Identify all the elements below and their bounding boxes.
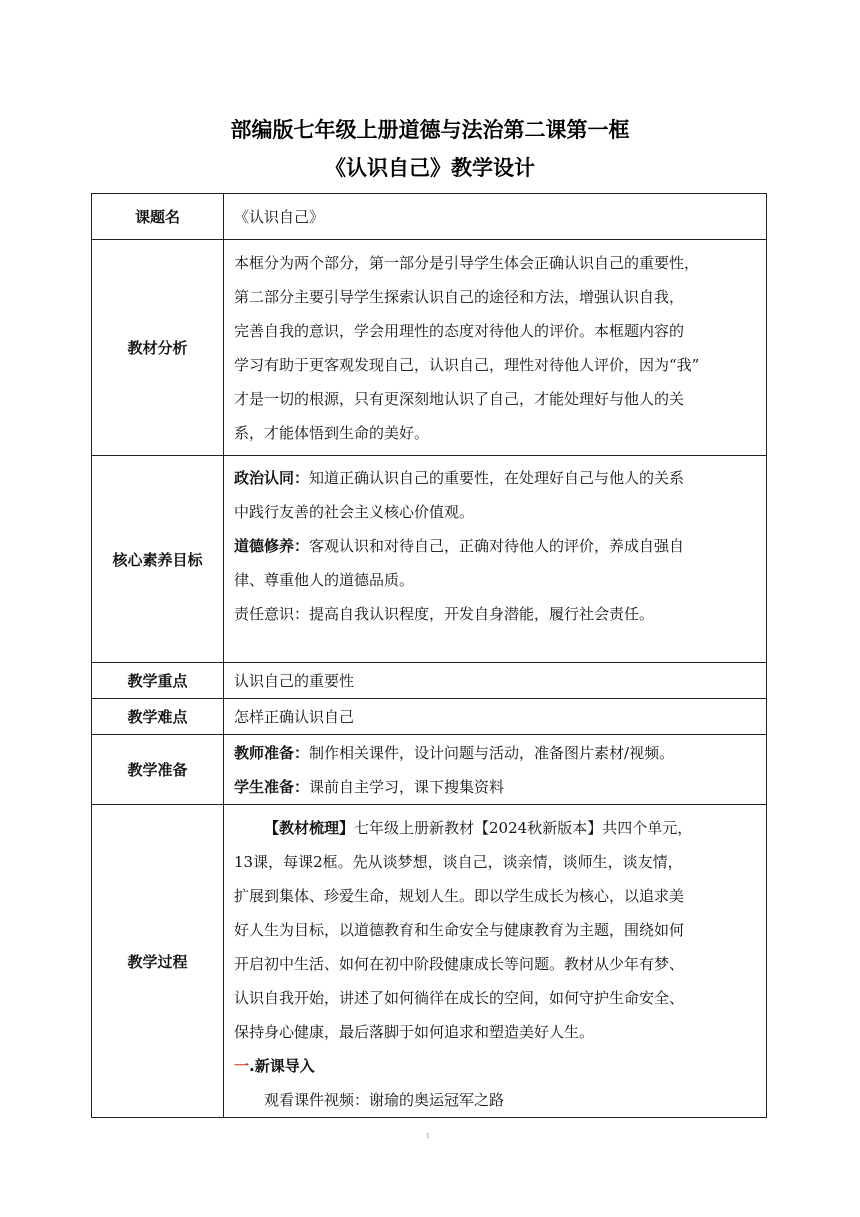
value-process xyxy=(224,805,767,1118)
label-process: 教学过程 xyxy=(92,805,224,1118)
row-analysis xyxy=(92,240,767,456)
row-process xyxy=(92,805,767,1118)
row-topic xyxy=(92,194,767,240)
process-line: 13课，每课2框。先从谈梦想，谈自己，谈亲情，谈师生，谈友情， xyxy=(234,853,683,871)
value-key-point xyxy=(224,663,767,699)
moral-text: 客观认识和对待自己，正确对待他人的评价，养成自强自 xyxy=(309,537,685,555)
label-topic: 课题名 xyxy=(92,194,224,240)
political-text: 知道正确认识自己的重要性，在处理好自己与他人的关系 xyxy=(309,469,685,487)
political-line xyxy=(234,461,760,495)
analysis-line: 系，才能体悟到生命的美好。 xyxy=(234,424,430,442)
teacher-prep-line xyxy=(234,736,760,770)
teacher-prep-text: 制作相关课件，设计问题与活动，准备图片素材/视频。 xyxy=(309,743,675,762)
process-line: 开启初中生活、如何在初中阶段健康成长等问题。教材从少年有梦、 xyxy=(234,955,685,973)
political-heading: 政治认同： xyxy=(234,469,310,487)
label-difficulty: 教学难点 xyxy=(92,699,224,735)
textbook-tag: 【教材梳理】 xyxy=(264,819,355,837)
label-key-point: 教学重点 xyxy=(92,663,224,699)
value-literacy xyxy=(224,456,767,663)
row-literacy xyxy=(92,456,767,663)
difficulty-text: 怎样正确认识自己 xyxy=(234,708,355,726)
analysis-line: 才是一切的根源，只有更深刻地认识了自己，才能处理好与他人的关 xyxy=(234,390,685,408)
moral-line xyxy=(234,529,760,563)
row-difficulty xyxy=(92,699,767,735)
student-prep-text: 课前自主学习，课下搜集资料 xyxy=(309,777,505,796)
process-line: 认识自我开始，讲述了如何徜徉在成长的空间，如何守护生命安全、 xyxy=(234,989,685,1007)
key-point-text: 认识自己的重要性 xyxy=(234,672,355,690)
process-line: 保持身心健康，最后落脚于如何追求和塑造美好人生。 xyxy=(234,1023,595,1041)
section-title: .新课导入 xyxy=(249,1057,315,1075)
row-key-point xyxy=(92,663,767,699)
page-mark: 1 xyxy=(426,1133,430,1140)
label-analysis: 教材分析 xyxy=(92,240,224,456)
process-text: 七年级上册新教材【2024秋新版本】共四个单元， xyxy=(354,819,693,837)
label-literacy: 核心素养目标 xyxy=(92,456,224,663)
analysis-line: 完善自我的意识，学会用理性的态度对待他人的评价。本框题内容的 xyxy=(234,322,685,340)
moral-heading: 道德修养： xyxy=(234,537,310,555)
section-number: 一 xyxy=(234,1057,250,1075)
process-line: 扩展到集体、珍爱生命，规划人生。即以学生成长为核心，以追求美 xyxy=(234,887,685,905)
moral-line: 律、尊重他人的道德品质。 xyxy=(234,571,415,589)
analysis-line: 学习有助于更客观发现自己，认识自己，理性对待他人评价，因为“我” xyxy=(234,356,700,374)
label-preparation: 教学准备 xyxy=(92,735,224,805)
topic-text: 《认识自己》 xyxy=(234,208,325,226)
teacher-prep-heading: 教师准备： xyxy=(234,743,310,762)
value-difficulty xyxy=(224,699,767,735)
value-analysis xyxy=(224,240,767,456)
document-title-line1: 部编版七年级上册道德与法治第二课第一框 xyxy=(230,118,630,142)
row-preparation xyxy=(92,735,767,805)
responsibility-line: 责任意识：提高自我认识程度，开发自身潜能，履行社会责任。 xyxy=(234,605,655,623)
student-prep-heading: 学生准备： xyxy=(234,777,310,796)
analysis-line: 本框分为两个部分，第一部分是引导学生体会正确认识自己的重要性， xyxy=(234,254,700,272)
value-preparation xyxy=(224,735,767,805)
section-heading xyxy=(234,1049,760,1083)
document-title-line2: 《认识自己》教学设计 xyxy=(325,156,535,180)
student-prep-line xyxy=(234,770,760,804)
political-line: 中践行友善的社会主义核心价值观。 xyxy=(234,503,475,521)
process-line xyxy=(234,811,760,845)
analysis-line: 第二部分主要引导学生探索认识自己的途径和方法，增强认识自我， xyxy=(234,288,685,306)
video-line: 观看课件视频：谢瑜的奥运冠军之路 xyxy=(264,1091,505,1109)
process-line: 好人生为目标，以道德教育和生命安全与健康教育为主题，围绕如何 xyxy=(234,921,685,939)
lesson-plan-table xyxy=(91,193,767,1118)
value-topic xyxy=(224,194,767,240)
